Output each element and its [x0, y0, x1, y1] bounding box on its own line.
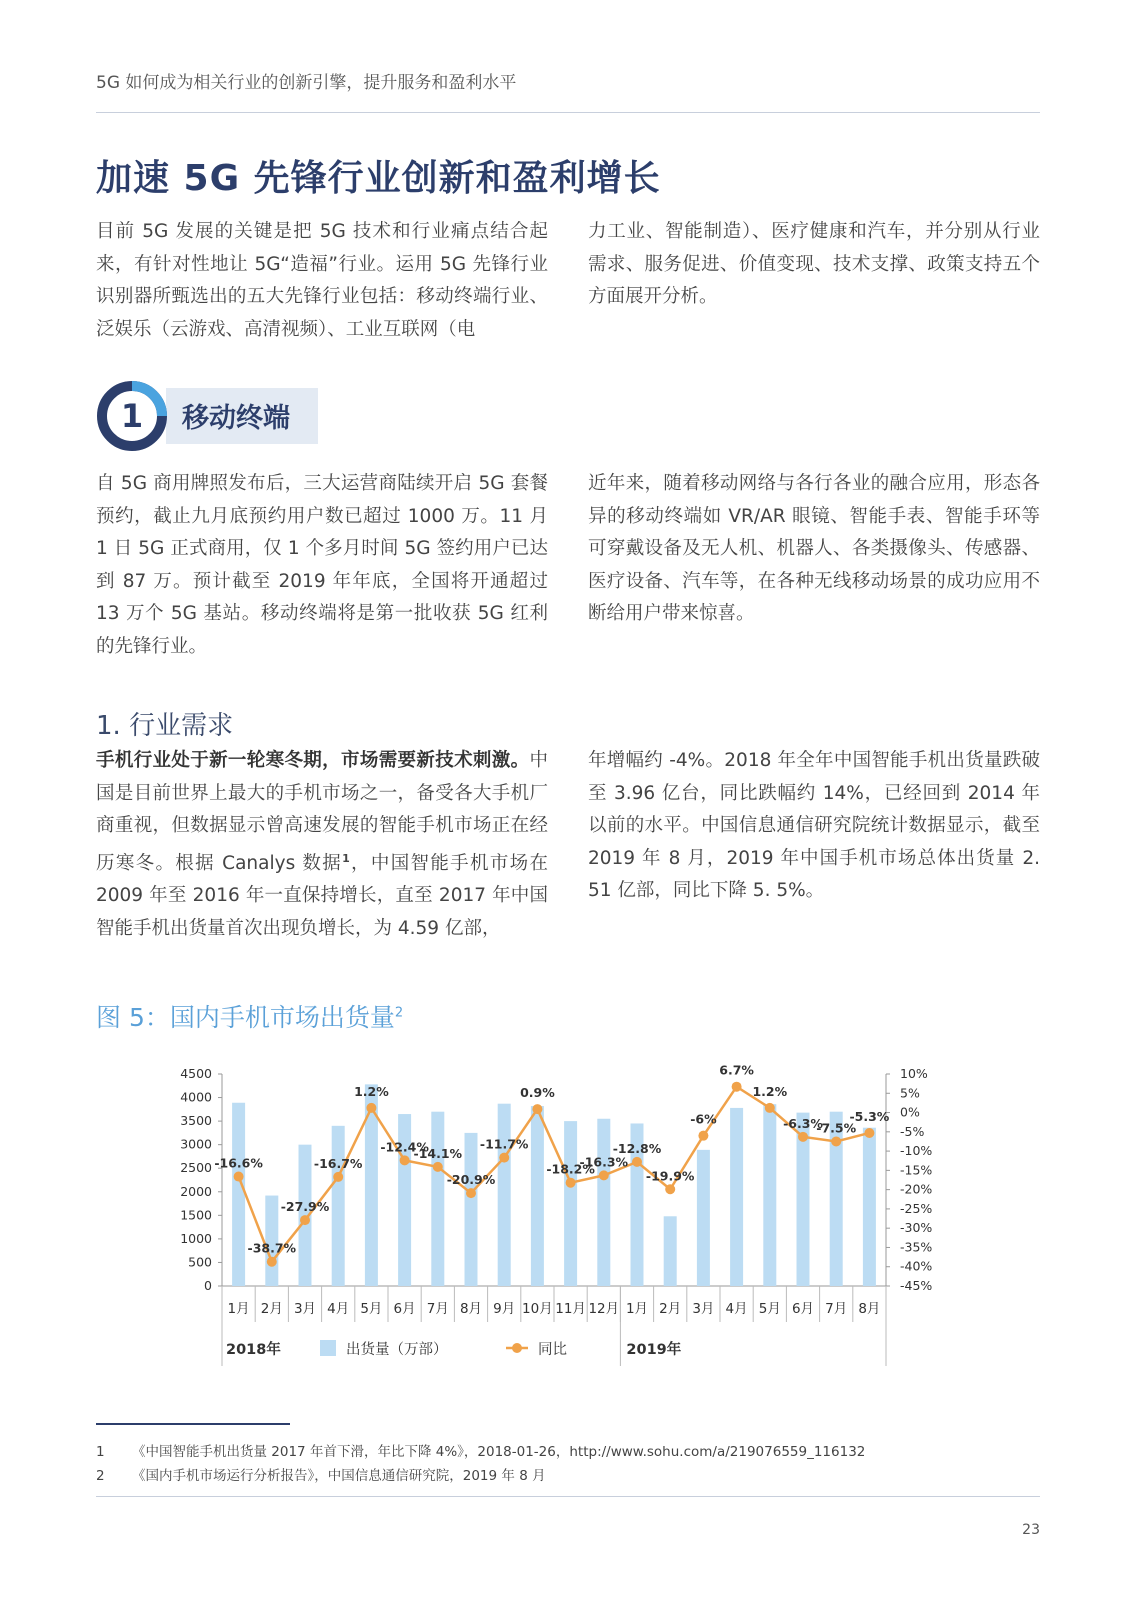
- footnote-1-number: 1: [96, 1444, 105, 1460]
- running-header: 5G 如何成为相关行业的创新引擎，提升服务和盈利水平: [96, 73, 517, 93]
- yoy-data-label: -19.9%: [645, 1168, 695, 1184]
- x-tick-label: 9月: [493, 1301, 516, 1317]
- yoy-point: [532, 1104, 542, 1114]
- x-tick-label: 5月: [758, 1301, 781, 1317]
- yoy-point: [566, 1178, 576, 1188]
- yoy-point: [798, 1132, 808, 1142]
- yoy-data-label: -14.1%: [413, 1145, 463, 1161]
- x-tick-label: 7月: [825, 1301, 848, 1317]
- figure-title-text: 图 5：国内手机市场出货量: [96, 1003, 395, 1032]
- legend-bar-label: 出货量（万部）: [346, 1342, 448, 1358]
- yoy-data-label: -20.9%: [446, 1172, 496, 1188]
- shipment-bar: [597, 1119, 610, 1286]
- right-axis-tick-label: 5%: [900, 1085, 920, 1101]
- demand-left-text-a: 中国是目前世界上最大的手机市场之一，备受各大手机厂商重视，但数据显示曾高速发展的智能手机市场正在经历寒冬。根据 Canalys 数据: [96, 750, 548, 874]
- yoy-point: [499, 1153, 509, 1163]
- legend-line-marker: [512, 1343, 522, 1353]
- footnote-2-number: 2: [96, 1468, 105, 1484]
- yoy-point: [831, 1136, 841, 1146]
- footnote-1: [96, 1440, 865, 1460]
- yoy-point: [864, 1128, 874, 1138]
- shipment-chart-svg: [96, 1062, 1040, 1410]
- yoy-point: [400, 1155, 410, 1165]
- yoy-data-label: -16.3%: [579, 1154, 629, 1170]
- x-tick-label: 6月: [791, 1301, 815, 1317]
- right-axis-tick-label: -30%: [900, 1220, 933, 1236]
- yoy-data-label: -16.6%: [214, 1155, 263, 1171]
- right-axis-tick-label: -15%: [900, 1162, 933, 1178]
- shipment-bar: [431, 1112, 444, 1286]
- x-tick-label: 7月: [426, 1301, 449, 1317]
- yoy-data-label: -7.5%: [816, 1120, 857, 1136]
- yoy-point: [433, 1162, 443, 1172]
- section-left-column: 自 5G 商用牌照发布后，三大运营商陆续开启 5G 套餐预约，截止九月底预约用户数已超过 1000 万。11 月 1 日 5G 正式商用，仅 1 个多月时间 5G 签约用户已达到 87 万。预计截至 2019 年年底，全国将开通超过 13 万个 5G 基站。移动终端将是第一批收获 5G 红利的先锋行业。: [96, 473, 548, 657]
- left-axis-tick-label: 3500: [180, 1113, 212, 1129]
- x-tick-label: 5月: [360, 1301, 383, 1317]
- x-tick-label: 11月: [555, 1301, 586, 1317]
- x-tick-label: 10月: [522, 1301, 553, 1317]
- section-heading-mobile-terminal: [96, 380, 318, 452]
- x-tick-label: 6月: [393, 1301, 416, 1317]
- right-axis-tick-label: -5%: [900, 1123, 925, 1139]
- left-axis-tick-label: 500: [188, 1254, 212, 1270]
- left-axis-tick-label: 1500: [180, 1207, 212, 1223]
- x-tick-label: 1月: [625, 1301, 649, 1317]
- left-axis-tick-label: 4500: [180, 1066, 212, 1081]
- yoy-data-label: -38.7%: [247, 1240, 297, 1256]
- shipment-bar: [664, 1216, 677, 1286]
- x-tick-label: 8月: [858, 1301, 881, 1317]
- right-axis-tick-label: 10%: [900, 1066, 928, 1081]
- yoy-data-label: -12.8%: [612, 1140, 662, 1156]
- section-right-column: 近年来，随着移动网络与各行各业的融合应用，形态各异的移动终端如 VR/AR 眼镜、智能手表、智能手环等可穿戴设备及无人机、机器人、各类摄像头、传感器、医疗设备、汽车等，在各种无线移动场景的成功应用不断给用户带来惊喜。: [588, 473, 1040, 624]
- yoy-point: [632, 1157, 642, 1167]
- left-axis-tick-label: 0: [204, 1278, 212, 1293]
- yoy-data-label: -12.4%: [380, 1139, 429, 1155]
- shipment-bar: [498, 1104, 511, 1286]
- x-tick-label: 2月: [260, 1301, 283, 1317]
- left-axis-tick-label: 4000: [180, 1089, 212, 1105]
- right-axis-tick-label: 0%: [900, 1104, 920, 1120]
- footnote-2-text: 《国内手机市场运行分析报告》，中国信息通信研究院，2019 年 8 月: [132, 1468, 546, 1484]
- yoy-point: [466, 1188, 476, 1198]
- right-axis-tick-label: -45%: [900, 1278, 933, 1293]
- shipment-bar: [465, 1133, 478, 1286]
- left-axis-tick-label: 3000: [180, 1136, 212, 1152]
- x-tick-label: 8月: [459, 1301, 483, 1317]
- shipment-bar: [863, 1128, 876, 1286]
- year-label-2018: 2018年: [226, 1342, 281, 1358]
- yoy-data-label: -6.3%: [783, 1115, 823, 1131]
- yoy-data-label: 1.2%: [752, 1083, 788, 1099]
- yoy-point: [765, 1103, 775, 1113]
- yoy-data-label: -27.9%: [280, 1199, 330, 1215]
- yoy-point: [366, 1103, 376, 1113]
- yoy-point: [267, 1257, 277, 1267]
- yoy-data-label: 1.2%: [354, 1083, 389, 1099]
- x-tick-label: 2月: [659, 1301, 682, 1317]
- legend-line-label: 同比: [538, 1342, 567, 1358]
- yoy-point: [665, 1184, 675, 1194]
- legend-bar-swatch: [320, 1340, 336, 1356]
- x-tick-label: 4月: [327, 1301, 350, 1317]
- right-axis-tick-label: -20%: [900, 1181, 933, 1197]
- intro-left-column: 目前 5G 发展的关键是把 5G 技术和行业痛点结合起来，有针对性地让 5G“造福”行业。运用 5G 先锋行业识别器所甄选出的五大先锋行业包括：移动终端行业、泛娱乐（云游戏、高清视频）、工业互联网（电: [96, 221, 548, 340]
- page-title: 加速 5G 先锋行业创新和盈利增长: [96, 158, 661, 199]
- header-divider: [96, 112, 1040, 113]
- yoy-point: [234, 1172, 244, 1182]
- footnote-divider: [96, 1423, 290, 1425]
- shipment-bar: [564, 1121, 577, 1286]
- demand-lead: 手机行业处于新一轮寒冬期，市场需要新技术刺激。: [96, 750, 530, 771]
- yoy-point: [732, 1082, 742, 1092]
- shipment-bar: [730, 1108, 743, 1286]
- yoy-point: [599, 1170, 609, 1180]
- demand-left-text-b: ，中国智能手机市场在 2009 年至 2016 年一直保持增长，直至 2017 年中国智能手机出货量首次出现负增长，为 4.59 亿部，: [96, 852, 548, 939]
- right-axis-tick-label: -40%: [900, 1258, 933, 1274]
- footnote-ref-1[interactable]: 1: [342, 851, 350, 865]
- right-axis-tick-label: -10%: [900, 1143, 933, 1159]
- subsection-title: 1. 行业需求: [96, 711, 234, 741]
- figure-title: [96, 998, 403, 1034]
- year-label-2019: 2019年: [626, 1342, 682, 1358]
- yoy-data-label: -11.7%: [479, 1136, 529, 1152]
- footer-divider: [96, 1496, 1040, 1497]
- shipment-bar: [763, 1104, 776, 1286]
- right-axis-tick-label: -25%: [900, 1200, 933, 1216]
- page-number: 23: [1022, 1522, 1040, 1538]
- right-axis-tick-label: -35%: [900, 1239, 933, 1255]
- footnote-1-text: 《中国智能手机出货量 2017 年首下滑，年比下降 4%》，2018-01-26，http://www.sohu.com/a/219076559_116132: [132, 1444, 866, 1460]
- yoy-data-label: -6%: [690, 1111, 717, 1127]
- yoy-point: [333, 1172, 343, 1182]
- shipment-chart: [96, 1062, 1040, 1410]
- demand-left-column: [96, 745, 548, 945]
- left-axis-tick-label: 2000: [180, 1183, 212, 1199]
- x-tick-label: 1月: [227, 1301, 250, 1317]
- shipment-bar: [531, 1106, 544, 1286]
- yoy-data-label: -16.7%: [313, 1155, 363, 1171]
- yoy-data-label: 0.9%: [520, 1085, 555, 1101]
- section-number-ring-icon: [96, 380, 168, 452]
- yoy-point: [300, 1215, 310, 1225]
- yoy-point: [698, 1131, 708, 1141]
- x-tick-label: 12月: [588, 1301, 620, 1317]
- footnote-2: [96, 1464, 546, 1484]
- demand-right-column: 年增幅约 -4%。2018 年全年中国智能手机出货量跌破至 3.96 亿台，同比跌幅约 14%，已经回到 2014 年以前的水平。中国信息通信研究院统计数据显示，截至 2019 年 8 月，2019 年中国手机市场总体出货量 2. 51 亿部，同比下降 5. 5%。: [588, 750, 1040, 901]
- yoy-data-label: -18.2%: [546, 1161, 595, 1177]
- left-axis-tick-label: 1000: [180, 1230, 212, 1246]
- yoy-data-label: 6.7%: [719, 1062, 754, 1078]
- section-number: 1: [120, 397, 144, 435]
- yoy-data-label: -5.3%: [849, 1108, 890, 1124]
- left-axis-tick-label: 2500: [180, 1160, 212, 1176]
- shipment-bar: [232, 1103, 245, 1286]
- intro-right-column: 力工业、智能制造）、医疗健康和汽车，并分别从行业需求、服务促进、价值变现、技术支撑、政策支持五个方面展开分析。: [588, 221, 1040, 307]
- x-tick-label: 3月: [692, 1301, 715, 1317]
- x-tick-label: 3月: [293, 1301, 317, 1317]
- section-label: 移动终端: [182, 403, 290, 434]
- footnote-ref-2[interactable]: 2: [394, 1005, 404, 1021]
- shipment-bar: [332, 1126, 345, 1286]
- x-tick-label: 4月: [725, 1301, 748, 1317]
- shipment-bar: [697, 1150, 710, 1286]
